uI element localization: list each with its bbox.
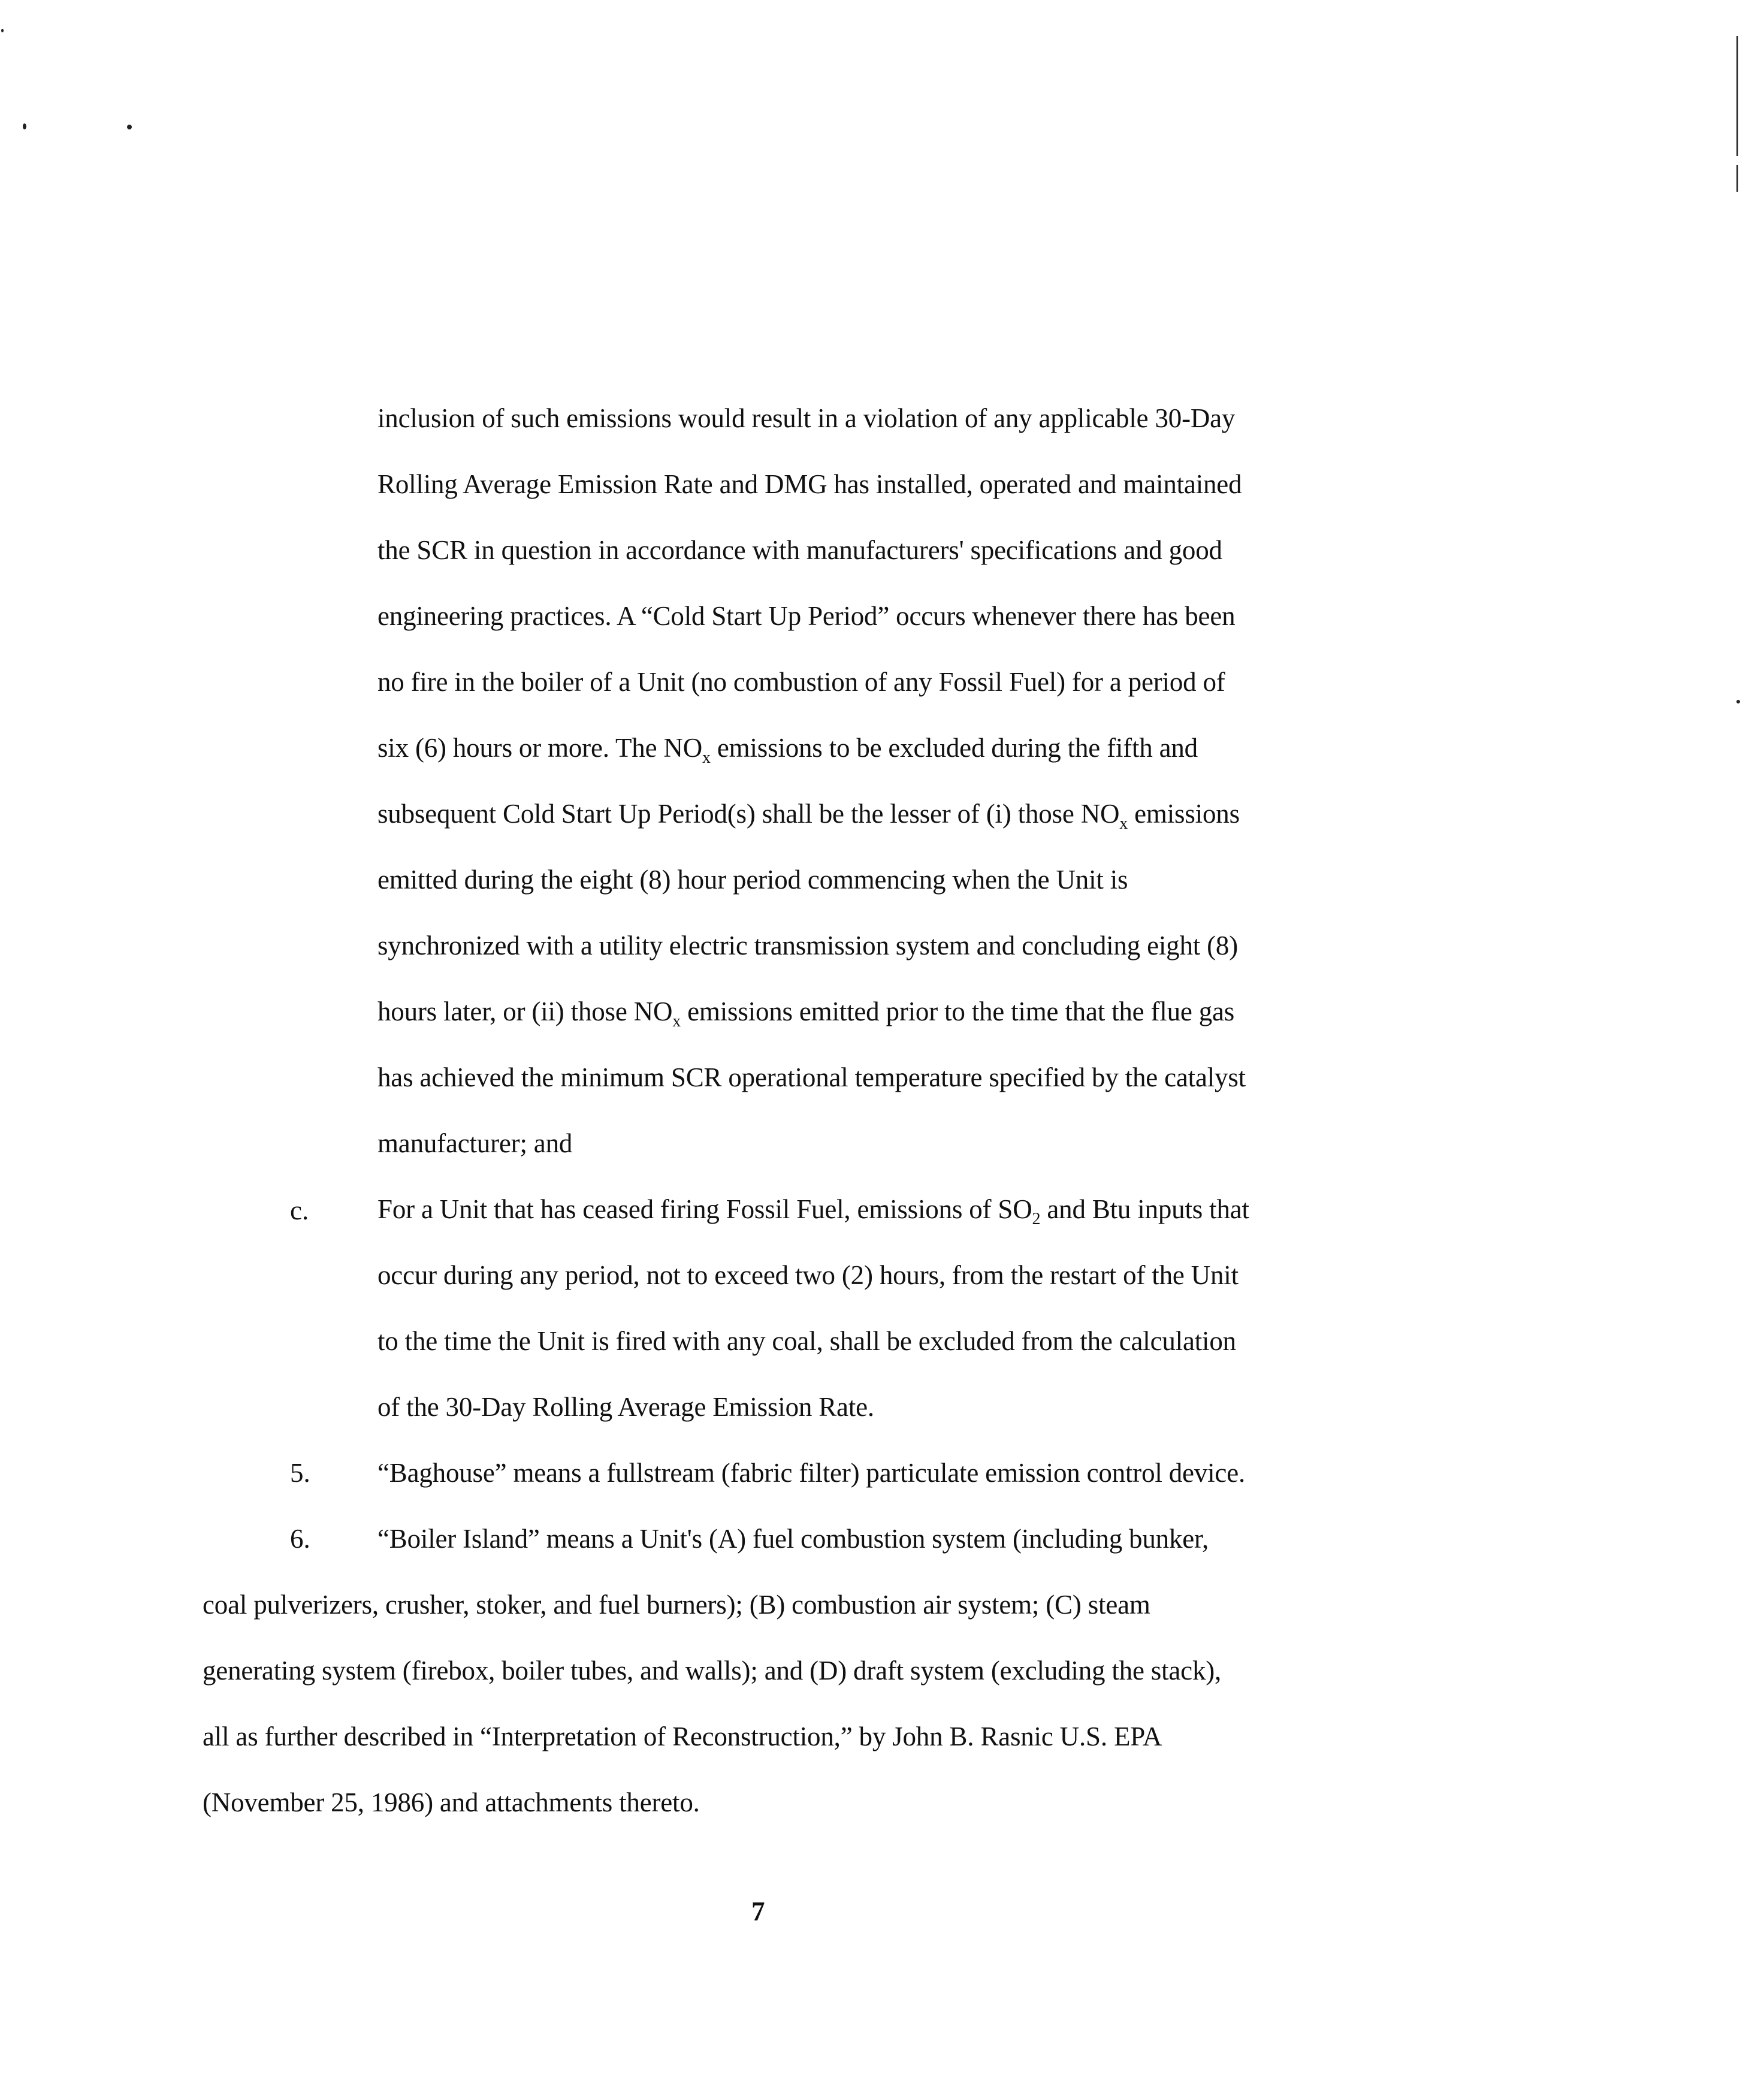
text-line: Rolling Average Emission Rate and DMG has installed, operated and maintained [377, 469, 1242, 499]
text-line: hours later, or (ii) those $NO_x$ emissions emitted prior to the time that the flue gas [377, 996, 1235, 1031]
text-line: synchronized with a utility electric transmission system and concluding eight (8) [377, 931, 1238, 961]
text-line: coal pulverizers, crusher, stoker, and fuel burners); (B) combustion air system; (C) steam [203, 1590, 1150, 1620]
scan-speck [1736, 700, 1740, 703]
text-line: no fire in the boiler of a Unit (no combustion of any Fossil Fuel) for a period of [377, 667, 1225, 697]
text-line: has achieved the minimum SCR operational temperature specified by the catalyst [377, 1062, 1246, 1092]
text-line: generating system (firebox, boiler tubes, and walls); and (D) draft system (excluding the stack), [203, 1656, 1222, 1686]
scan-edge-line [1736, 36, 1738, 156]
scan-speck [1, 29, 4, 32]
text-line: subsequent Cold Start Up Period(s) shall be the lesser of (i) those $NO_x$ emissions [377, 799, 1240, 833]
scan-speck [127, 125, 132, 129]
text-line: six (6) hours or more. The $NO_x$ emissions to be excluded during the fifth and [377, 733, 1198, 767]
text-line: manufacturer; and [377, 1128, 573, 1158]
text-line: of the 30-Day Rolling Average Emission Rate. [377, 1392, 874, 1422]
text-line: to the time the Unit is fired with any coal, shall be excluded from the calculation [377, 1326, 1236, 1356]
scan-speck [23, 123, 26, 129]
text-line: occur during any period, not to exceed two (2) hours, from the restart of the Unit [377, 1260, 1239, 1290]
scan-edge-line [1736, 165, 1738, 192]
item-c-label: c. [290, 1195, 309, 1225]
text-line: “Baghouse” means a fullstream (fabric filter) particulate emission control device. [377, 1458, 1246, 1488]
text-line: For a Unit that has ceased firing Fossil Fuel, emissions of $SO_2$ and Btu inputs that [377, 1194, 1249, 1228]
text-line: emitted during the eight (8) hour period commencing when the Unit is [377, 865, 1128, 895]
item-6-label: 6. [290, 1524, 310, 1554]
text-line: the SCR in question in accordance with manufacturers' specifications and good [377, 535, 1222, 565]
text-line: all as further described in “Interpretation of Reconstruction,” by John B. Rasnic U.S. EPA [203, 1721, 1162, 1751]
item-5-label: 5. [290, 1458, 310, 1488]
text-line: “Boiler Island” means a Unit's (A) fuel combustion system (including bunker, [377, 1524, 1209, 1554]
page-number: 7 [751, 1896, 765, 1926]
text-line: inclusion of such emissions would result in a violation of any applicable 30-Day [377, 403, 1236, 433]
text-line: engineering practices. A “Cold Start Up Period” occurs whenever there has been [377, 601, 1236, 631]
text-line: (November 25, 1986) and attachments thereto. [203, 1787, 700, 1817]
